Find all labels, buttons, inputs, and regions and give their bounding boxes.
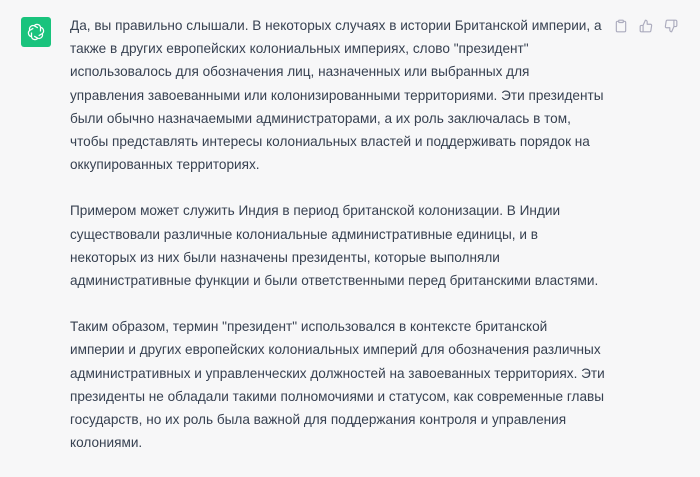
- copy-button[interactable]: [612, 17, 630, 35]
- openai-logo-icon: [26, 22, 46, 42]
- thumbs-down-icon: [664, 19, 678, 33]
- thumbs-up-button[interactable]: [637, 17, 655, 35]
- thumbs-down-button[interactable]: [662, 17, 680, 35]
- message-content: [70, 14, 605, 477]
- thumbs-up-icon: [639, 19, 653, 33]
- message-paragraph: Таким образом, термин "президент" использовался в контексте британской империи и других европейских колониальных империй для обозначения различных административных и управленческих должностей на завоеванных территориях. Эти президенты не обладали такими полномочиями и статусом, как современные главы государств, но их роль была важной для поддержания контроля и управления колониями.: [70, 319, 605, 451]
- message-paragraph: Примером может служить Индия в период британской колонизации. В Индии существовали различные колониальные административные единицы, и в некоторых из них были назначены президенты, которые выполняли административные функции и были ответственными перед британскими властями.: [70, 203, 599, 289]
- assistant-avatar: [21, 17, 51, 47]
- message-actions: [612, 17, 680, 35]
- message-paragraph: Да, вы правильно слышали. В некоторых случаях в истории Британской империи, а также в других европейских колониальных империях, слово "президент" использовалось для обозначения лиц, назначенных или выбранных для управления завоеванными или колонизированными территориями. Эти президенты были обычно назначаемыми администраторами, а их роль заключалась в том, чтобы представлять интересы колониальных властей и поддерживать порядок на оккупированных территориях.: [70, 18, 604, 173]
- clipboard-icon: [614, 19, 628, 33]
